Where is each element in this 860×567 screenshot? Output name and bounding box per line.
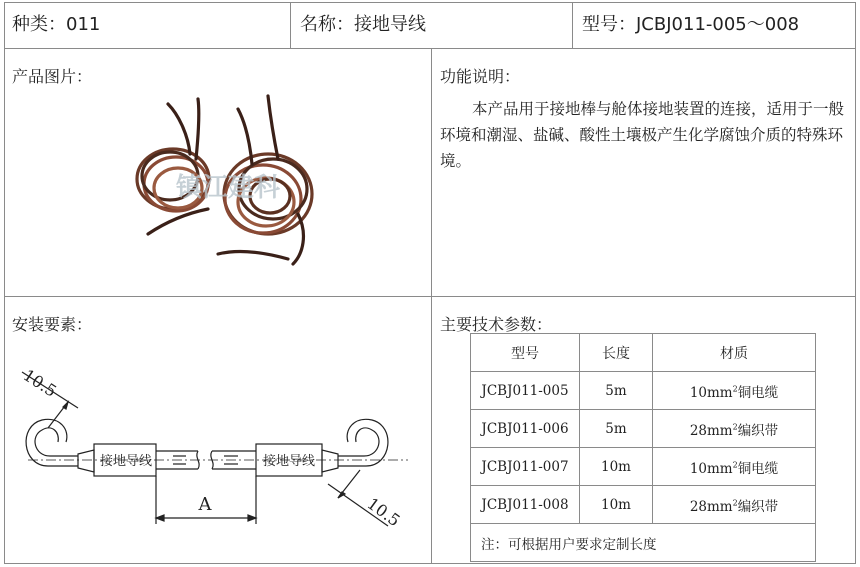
- header-divider: [4, 48, 856, 49]
- right-hook-outer: [338, 419, 388, 466]
- install-label: 安装要素：: [12, 315, 93, 334]
- left-hook: [35, 428, 78, 456]
- left-sleeve-text: 接地导线: [99, 454, 153, 469]
- cell-length: 5m: [580, 372, 653, 410]
- right-hook-dimension: 10.5: [363, 493, 404, 531]
- left-hook-dimension: 10.5: [19, 365, 61, 401]
- header-column-divider-1: [290, 2, 291, 48]
- cell-material: $28mm^2$编织带: [653, 410, 816, 448]
- left-lug: [78, 450, 94, 472]
- cell-material: $28mm^2$编织带: [653, 486, 816, 524]
- table-row: [471, 448, 816, 486]
- left-hook-outer: [26, 419, 78, 466]
- function-description: 本产品用于接地棒与舱体接地装置的连接，适用于一般环境和潮湿、盐碱、酸性土壤极产生化学腐蚀介质的特殊环境。: [440, 100, 845, 170]
- cell-model: JCBJ011-006: [471, 410, 580, 448]
- product-photo: [128, 84, 328, 274]
- photo-label: 产品图片：: [12, 67, 93, 86]
- cell-material: $10mm^2$铜电缆: [653, 372, 816, 410]
- right-lug: [322, 450, 338, 472]
- table-row: [471, 410, 816, 448]
- right-sleeve-text: 接地导线: [262, 454, 316, 469]
- table-row: [471, 372, 816, 410]
- cell-material: $10mm^2$铜电缆: [653, 448, 816, 486]
- category-field: 种类：011: [12, 14, 101, 35]
- installation-diagram: [8, 352, 428, 542]
- cell-model: JCBJ011-005: [471, 372, 580, 410]
- column-header-length: 长度: [580, 334, 653, 372]
- model-field: 型号：JCBJ011-005～008: [582, 14, 800, 35]
- cell-model: JCBJ011-007: [471, 448, 580, 486]
- cell-length: 10m: [580, 448, 653, 486]
- specs-table: [470, 333, 816, 562]
- table-note-row: [471, 524, 816, 562]
- table-note: 注：可根据用户要求定制长度: [471, 524, 816, 562]
- header-column-divider-2: [572, 2, 573, 48]
- product-name-field: 名称：接地导线: [300, 14, 426, 35]
- function-label: 功能说明：: [440, 67, 521, 86]
- table-header-row: [471, 334, 816, 372]
- middle-divider: [4, 296, 856, 297]
- table-row: [471, 486, 816, 524]
- length-dimension-a: A: [198, 494, 212, 515]
- cell-length: 5m: [580, 410, 653, 448]
- specs-label: 主要技术参数：: [440, 315, 553, 334]
- cell-model: JCBJ011-008: [471, 486, 580, 524]
- cell-length: 10m: [580, 486, 653, 524]
- body-column-divider: [431, 48, 432, 564]
- column-header-model: 型号: [471, 334, 580, 372]
- column-header-material: 材质: [653, 334, 816, 372]
- right-hook: [338, 428, 379, 456]
- photo-watermark: 镇江建科: [175, 173, 281, 203]
